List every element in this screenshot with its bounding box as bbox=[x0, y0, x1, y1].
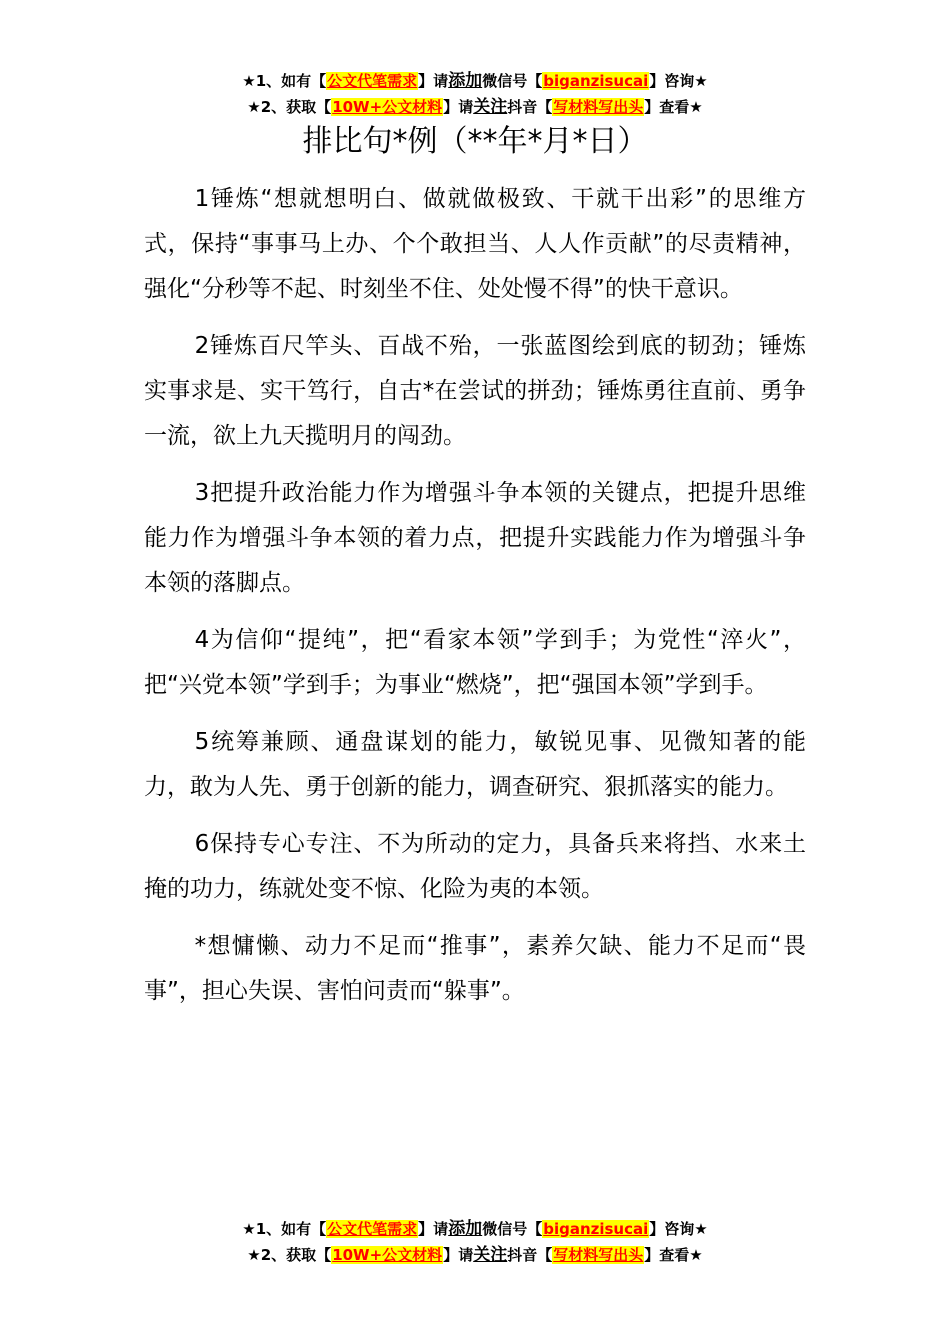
banner-text: 微信号【 bbox=[482, 1220, 543, 1238]
banner-highlight: biganzisucai bbox=[543, 1220, 649, 1238]
banner-text: 】请 bbox=[418, 72, 449, 90]
banner-text: 】咨询★ bbox=[649, 72, 708, 90]
banner-line-2 bbox=[0, 1242, 950, 1268]
banner-text: 】请 bbox=[443, 1246, 474, 1264]
banner-text: 】请 bbox=[443, 98, 474, 116]
banner-line-1 bbox=[0, 1216, 950, 1242]
paragraph-7: *想慵懒、动力不足而“推事”，素养欠缺、能力不足而“畏事”，担心失误、害怕问责而“躲事”。 bbox=[144, 933, 806, 1004]
banner-highlight: 写材料写出头 bbox=[553, 1246, 644, 1264]
paragraph-4: 4为信仰“提纯”，把“看家本领”学到手；为党性“淬火”，把“兴党本领”学到手；为事业“燃烧”，把“强国本领”学到手。 bbox=[144, 627, 806, 698]
banner-text: 微信号【 bbox=[482, 72, 543, 90]
banner-text: ★2、获取【 bbox=[247, 98, 332, 116]
paragraph-1: 1锤炼“想就想明白、做就做极致、干就干出彩”的思维方式，保持“事事马上办、个个敢担当、人人作贡献”的尽责精神，强化“分秒等不起、时刻坐不住、处处慢不得”的快干意识。 bbox=[144, 186, 806, 302]
banner-highlight: 10W+公文材料 bbox=[332, 98, 443, 116]
banner-text: 】请 bbox=[418, 1220, 449, 1238]
paragraph-2: 2锤炼百尺竿头、百战不殆，一张蓝图绘到底的韧劲；锤炼实事求是、实干笃行，自古*在尝试的拼劲；锤炼勇往直前、勇争一流，欲上九天揽明月的闯劲。 bbox=[144, 333, 806, 449]
banner-text: 抖音【 bbox=[507, 1246, 553, 1264]
banner-text: 】查看★ bbox=[644, 98, 703, 116]
banner-highlight: 写材料写出头 bbox=[553, 98, 644, 116]
header-banner bbox=[0, 68, 950, 120]
paragraph-6: 6保持专心专注、不为所动的定力，具备兵来将挡、水来土掩的功力，练就处变不惊、化险为夷的本领。 bbox=[144, 831, 806, 902]
banner-text: ★1、如有【 bbox=[242, 1220, 327, 1238]
document-title: 排比句*例（**年*月*日） bbox=[302, 124, 648, 159]
banner-emphasis: 关注 bbox=[473, 1245, 508, 1265]
banner-line-2 bbox=[0, 94, 950, 120]
banner-emphasis: 添加 bbox=[448, 71, 483, 91]
banner-highlight: biganzisucai bbox=[543, 72, 649, 90]
banner-text: 】咨询★ bbox=[649, 1220, 708, 1238]
banner-highlight: 公文代笔需求 bbox=[327, 1220, 418, 1238]
banner-text: 】查看★ bbox=[644, 1246, 703, 1264]
banner-text: 抖音【 bbox=[507, 98, 553, 116]
document-body bbox=[144, 177, 806, 1026]
paragraph-3: 3把提升政治能力作为增强斗争本领的关键点，把提升思维能力作为增强斗争本领的着力点，把提升实践能力作为增强斗争本领的落脚点。 bbox=[144, 480, 806, 596]
banner-text: ★1、如有【 bbox=[242, 72, 327, 90]
footer-banner bbox=[0, 1216, 950, 1268]
banner-emphasis: 添加 bbox=[448, 1219, 483, 1239]
banner-highlight: 10W+公文材料 bbox=[332, 1246, 443, 1264]
banner-line-1 bbox=[0, 68, 950, 94]
banner-text: ★2、获取【 bbox=[247, 1246, 332, 1264]
paragraph-5: 5统筹兼顾、通盘谋划的能力，敏锐见事、见微知著的能力，敢为人先、勇于创新的能力，调查研究、狠抓落实的能力。 bbox=[144, 729, 806, 800]
banner-emphasis: 关注 bbox=[473, 97, 508, 117]
banner-highlight: 公文代笔需求 bbox=[327, 72, 418, 90]
